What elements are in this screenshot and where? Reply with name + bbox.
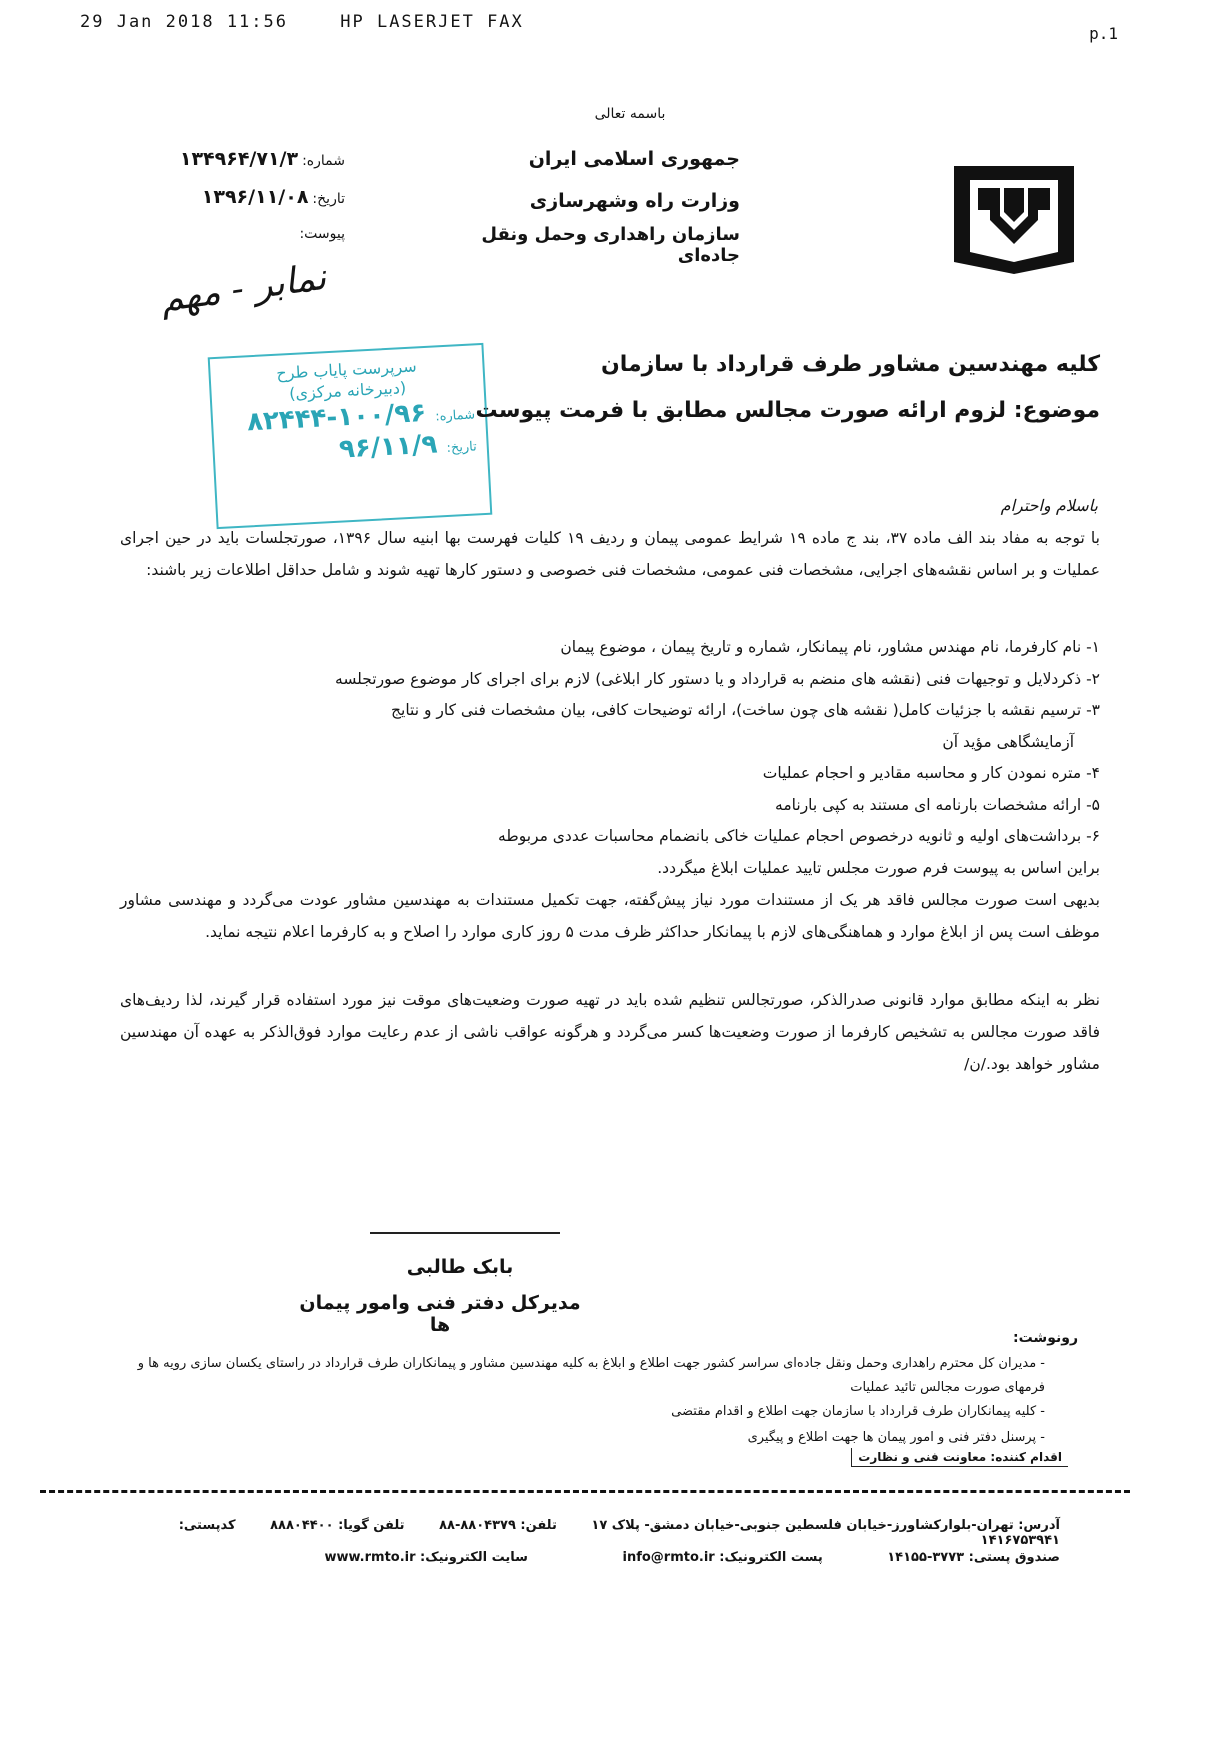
fax-page-number: p.1 [1089, 24, 1118, 43]
fax-header [80, 12, 564, 32]
org-line-1: جمهوری اسلامی ایران [528, 148, 740, 170]
fax-datetime: 29 Jan 2018 11:56 [80, 12, 288, 32]
signatory-title: مدیرکل دفتر فنی وامور پیمان ها [299, 1292, 581, 1336]
stamp-line-1: سرپرست پایاب طرح [275, 356, 418, 383]
rmto-logo-icon [948, 158, 1080, 276]
handwritten-note: نمابر - مهم [157, 256, 329, 321]
list-item: ۱- نام کارفرما، نام مهندس مشاور، نام پیمانکار، شماره و تاریخ پیمان ، موضوع پیمان [560, 638, 1100, 656]
fax-device: HP LASERJET FAX [340, 12, 524, 32]
list-item: ۴- متره نمودن کار و محاسبه مقادیر و احجام عملیات [762, 764, 1100, 782]
org-line-2: وزارت راه وشهرسازی [529, 190, 740, 212]
signatory-name: بابک طالبی [406, 1256, 514, 1278]
footer-phone-voice: تلفن گویا: ۸۸۸۰۴۴۰۰ [270, 1518, 405, 1533]
list-item: ۵- ارائه مشخصات بارنامه ای مستند به کپی بارنامه [775, 795, 1100, 814]
cc-label: رونوشت: [1013, 1330, 1078, 1346]
letter-number: شماره:۱۳۴۹۶۴/۷۱/۳ [179, 148, 345, 170]
footer-email[interactable]: پست الکترونیک: info@rmto.ir [622, 1550, 823, 1565]
bismillah: باسمه تعالی [594, 106, 666, 122]
cc-item: - مدیران کل محترم راهداری وحمل ونقل جاده‌ای سراسر کشور جهت اطلاع و ابلاغ به کلیه مهندسین مشاور و پیمانکاران طرف قرارداد در راستای یکسان سازی رویه ها و فرمهای صورت مجالس تائید عملیات [137, 1356, 1045, 1395]
cc-item: - کلیه پیمانکاران طرف قرارداد با سازمان جهت اطلاع و اقدام مقتضی [671, 1404, 1045, 1419]
requirements-list [300, 632, 1100, 853]
greeting: باسلام واحترام [1000, 496, 1098, 515]
list-item: آزمایشگاهی مؤید آن [942, 732, 1074, 751]
signature-line [370, 1232, 560, 1234]
footer-website[interactable]: سایت الکترونیک: www.rmto.ir [324, 1550, 528, 1565]
stamp-line-2: (دبیرخانه مرکزی) [288, 378, 407, 404]
footer-address: آدرس: تهران-بلوارکشاورز-خیابان فلسطین جنوبی-خیابان دمشق- پلاک ۱۷ [591, 1518, 1060, 1533]
body-paragraph-1: با توجه به مفاد بند الف ماده ۳۷، بند ج ماده ۱۹ شرایط عمومی پیمان و ردیف ۱۹ کلیات فهرست بها ابنیه سال ۱۳۹۶، صورتجلسات باید در حین اجرای عملیات و بر اساس نقشه‌های اجرایی، مشخصات فنی عمومی، مشخصات فنی خصوصی و دستور کارها تهیه شوند و شامل حداقل اطلاعات زیر باشند: [120, 529, 1100, 579]
action-by: اقدام کننده: معاونت فنی و نظارت [851, 1448, 1068, 1467]
footer-divider [40, 1490, 1130, 1493]
body-paragraph-2: براین اساس به پیوست فرم صورت مجلس تایید عملیات ابلاغ میگردد. [657, 859, 1100, 877]
subject: موضوع: لزوم ارائه صورت مجالس مطابق با فرمت پیوست [475, 398, 1100, 423]
body-paragraph-3: بدیهی است صورت مجالس فاقد هر یک از مستندات مورد نیاز پیش‌گفته، جهت تکمیل مستندات به مهندسین مشاور عودت می‌گردد و مهندسی مشاور موظف است پس از ابلاغ موارد و هماهنگی‌های لازم با پیمانکار حداکثر ظرف مدت ۵ روز کاری موارد را اصلاح و به کارفرما اعلام نتیجه نماید. [120, 891, 1100, 941]
footer-phone: تلفن: ۸۸۰۴۳۷۹-۸۸ [439, 1518, 557, 1533]
stamp-date: تاریخ: ۹۶/۱۱/۹ [338, 429, 478, 465]
list-item: ۲- ذکردلایل و توجیهات فنی (نقشه های منضم به قرارداد و یا دستور کار ابلاغی) لازم برای اجرای کار موضوع صورتجلسه [335, 669, 1100, 688]
org-line-3: سازمان راهداری وحمل ونقل جاده‌ای [481, 224, 740, 266]
list-item: ۳- ترسیم نقشه با جزئیات کامل( نقشه های چون ساخت)، ارائه توضیحات کافی، بیان مشخصات فنی کار و نتایج [391, 701, 1100, 719]
letter-date-value: ۱۳۹۶/۱۱/۰۸ [201, 186, 309, 208]
footer-postal-code: کدپستی: ۱۴۱۶۷۵۳۹۴۱ [178, 1518, 1060, 1548]
letter-attachment: پیوست: [299, 226, 345, 242]
addressee: کلیه مهندسین مشاور طرف قرارداد با سازمان [600, 352, 1100, 377]
list-item: ۶- برداشت‌های اولیه و ثانویه درخصوص احجام عملیات خاکی بانضمام محاسبات عددی مربوطه [498, 827, 1100, 845]
cc-item: - پرسنل دفتر فنی و امور پیمان ها جهت اطلاع و پیگیری [747, 1430, 1045, 1445]
body-paragraph-4: نظر به اینکه مطابق موارد قانونی صدرالذکر، صورتجالس تنظیم شده باید در تهیه صورت وضعیت‌های موقت نیز مورد استفاده قرار گیرند، لذا ردیف‌های فاقد صورت مجالس به تشخیص کارفرما از صورت وضعیت‌ها کسر می‌گردد و هرگونه عواقب ناشی از عدم رعایت موارد فوق‌الذکر به عهده آن مهندسین مشاور خواهد بود./ن/ [120, 991, 1100, 1073]
letter-number-value: ۱۳۴۹۶۴/۷۱/۳ [179, 148, 299, 170]
footer-online [110, 1550, 1060, 1565]
stamp-number: شماره: ۱۰۰/۹۶-۸۲۴۴۴ [246, 398, 476, 438]
footer-po-box: صندوق پستی: ۳۷۷۳-۱۴۱۵۵ [887, 1550, 1060, 1565]
footer-contact [110, 1518, 1060, 1548]
letter-date: تاریخ:۱۳۹۶/۱۱/۰۸ [201, 186, 345, 208]
